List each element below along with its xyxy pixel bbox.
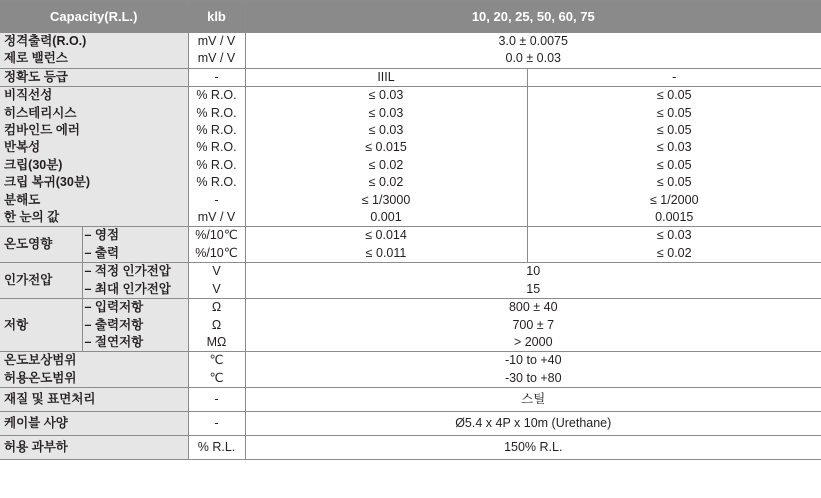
value-overload: 150% R.L. xyxy=(245,436,821,460)
unit-rated-output: mV / V mV / V xyxy=(188,33,245,69)
table-row-cable xyxy=(0,412,821,436)
unit-accuracy: - xyxy=(188,68,245,86)
value-excitation-voltage: 10 15 xyxy=(245,263,821,299)
unit-performance: % R.O. % R.O. % R.O. % R.O. % R.O. % R.O. - mV / V xyxy=(188,87,245,227)
header-capacity: Capacity(R.L.) xyxy=(0,1,188,33)
label-material: 재질 및 표면처리 xyxy=(0,388,188,412)
table-row-accuracy xyxy=(0,68,821,86)
value-performance-b: ≤ 0.05 ≤ 0.05 ≤ 0.05 ≤ 0.03 ≤ 0.05 ≤ 0.05 ≤ 1/2000 0.0015 xyxy=(527,87,821,227)
value-resistance: 800 ± 40 700 ± 7 > 2000 xyxy=(245,299,821,352)
unit-resistance: Ω Ω MΩ xyxy=(188,299,245,352)
sublabel-resistance: – 입력저항 – 출력저항 – 절연저항 xyxy=(82,299,188,352)
table-row-overload xyxy=(0,436,821,460)
label-cable: 케이블 사양 xyxy=(0,412,188,436)
label-resistance: 저항 xyxy=(0,299,82,352)
value-rated-output: 3.0 ± 0.0075 0.0 ± 0.03 xyxy=(245,33,821,69)
label-rated-output: 정격출력(R.O.) 제로 밸런스 xyxy=(0,33,188,69)
label-performance: 비직선성 히스테리시스 컴바인드 에러 반복성 크립(30분) 크립 복귀(30분) 분해도 한 눈의 값 xyxy=(0,87,188,227)
label-excitation-voltage: 인가전압 xyxy=(0,263,82,299)
table-row-temperature-range xyxy=(0,352,821,388)
value-accuracy-b: - xyxy=(527,68,821,86)
value-temperature-effect-b: ≤ 0.03 ≤ 0.02 xyxy=(527,227,821,263)
unit-temperature-range: ℃ ℃ xyxy=(188,352,245,388)
table-row-material xyxy=(0,388,821,412)
header-unit: klb xyxy=(188,1,245,33)
table-row-rated-output xyxy=(0,33,821,69)
header-row xyxy=(0,1,821,33)
label-temperature-range: 온도보상범위 허용온도범위 xyxy=(0,352,188,388)
unit-temperature-effect: %/10℃ %/10℃ xyxy=(188,227,245,263)
table-row-excitation-voltage xyxy=(0,263,821,299)
unit-cable: - xyxy=(188,412,245,436)
value-temperature-range: -10 to +40 -30 to +80 xyxy=(245,352,821,388)
unit-overload: % R.L. xyxy=(188,436,245,460)
sublabel-excitation-voltage: – 적정 인가전압 – 최대 인가전압 xyxy=(82,263,188,299)
table-row-resistance xyxy=(0,299,821,352)
table-row-performance xyxy=(0,87,821,227)
header-models: 10, 20, 25, 50, 60, 75 xyxy=(245,1,821,33)
label-accuracy: 정확도 등급 xyxy=(0,68,188,86)
value-accuracy-a: IIIL xyxy=(245,68,527,86)
unit-excitation-voltage: V V xyxy=(188,263,245,299)
value-material: 스틸 xyxy=(245,388,821,412)
value-temperature-effect-a: ≤ 0.014 ≤ 0.011 xyxy=(245,227,527,263)
sublabel-temperature-effect: – 영점 – 출력 xyxy=(82,227,188,263)
table-row-temperature-effect xyxy=(0,227,821,263)
label-overload: 허용 과부하 xyxy=(0,436,188,460)
value-cable: Ø5.4 x 4P x 10m (Urethane) xyxy=(245,412,821,436)
unit-material: - xyxy=(188,388,245,412)
value-performance-a: ≤ 0.03 ≤ 0.03 ≤ 0.03 ≤ 0.015 ≤ 0.02 ≤ 0.02 ≤ 1/3000 0.001 xyxy=(245,87,527,227)
label-temperature-effect: 온도영향 xyxy=(0,227,82,263)
